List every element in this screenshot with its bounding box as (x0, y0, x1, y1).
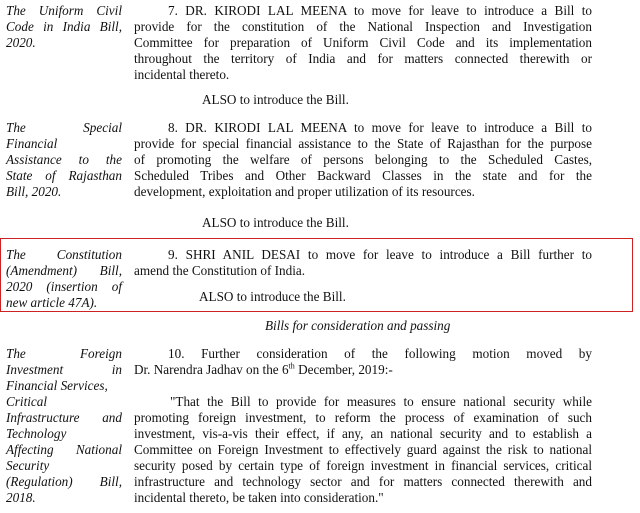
side-title-line: Affecting National (6, 442, 122, 457)
side-title-line: Critical (6, 394, 48, 409)
side-title-line: Investment in (6, 362, 122, 377)
side-title-line: Financial Services, (6, 378, 108, 393)
item-7-body (134, 3, 592, 83)
section-heading: Bills for consideration and passing (265, 318, 451, 333)
item-8-body (134, 120, 592, 200)
body-line (134, 362, 592, 378)
quote-line: "That the Bill to provide for measures to ensure national security while (170, 394, 592, 409)
body-line: Committee for preparation of Uniform Civil Code and its implementation (134, 35, 592, 50)
side-title-line: 2020 (insertion of (6, 279, 122, 294)
side-title-line: The Constitution (6, 247, 122, 262)
quote-line: Committee on Foreign Investment to effectively guard against the risk to national (134, 442, 592, 457)
quote-line: investment, vis-a-vis their effect, if any, an national security and to establish a (134, 426, 592, 441)
side-title-line: The Special (6, 120, 122, 135)
item-7-also: ALSO to introduce the Bill. (202, 92, 349, 107)
side-title-line: (Regulation) Bill, (6, 474, 122, 489)
side-title-constitution-amendment (6, 247, 122, 311)
body-line: 8. DR. KIRODI LAL MEENA to move for leave to introduce a Bill to (168, 120, 592, 135)
side-title-rajasthan-assistance (6, 120, 122, 200)
side-title-line: Financial (6, 136, 58, 151)
body-line: of promoting the welfare of persons belonging to the Scheduled Castes, (134, 152, 592, 167)
side-title-line: (Amendment) Bill, (6, 263, 122, 278)
side-title-line: new article 47A). (6, 295, 98, 310)
side-title-line: The Uniform Civil (6, 3, 122, 18)
body-line: 10. Further consideration of the following motion moved by (168, 346, 592, 361)
body-line: provide for special financial assistance to the State of Rajasthan for the purpose (134, 136, 592, 151)
side-title-line: 2018. (6, 490, 36, 505)
side-title-line: Code in India Bill, (6, 19, 122, 34)
side-title-uniform-civil-code (6, 3, 122, 51)
quote-line: infrastructure and technology sector and for matters connected therewith and (134, 474, 592, 489)
body-line: 7. DR. KIRODI LAL MEENA to move for leave to introduce a Bill to (168, 3, 592, 18)
body-line: incidental thereto. (134, 67, 230, 82)
quote-line: incidental thereto, be taken into consideration." (134, 490, 384, 505)
item-8-also: ALSO to introduce the Bill. (202, 215, 349, 230)
mover-suffix: December, 2019:- (294, 362, 393, 377)
body-line: provide for the constitution of the National Inspection and Investigation (134, 19, 592, 34)
side-title-line: The Foreign (6, 346, 122, 361)
side-title-line: Assistance to the (6, 152, 122, 167)
body-line: 9. SHRI ANIL DESAI to move for leave to introduce a Bill further to (168, 247, 592, 262)
quote-line: promoting foreign investment, to reform the process of examination of such (134, 410, 592, 425)
side-title-line: 2020. (6, 35, 36, 50)
side-title-line: Technology (6, 426, 67, 441)
mover-prefix: Dr. Narendra Jadhav on the 6 (134, 362, 289, 377)
side-title-line: Bill, 2020. (6, 184, 62, 199)
body-line: Scheduled Tribes and Other Backward Classes in the state and for the (134, 168, 592, 183)
body-line: development, exploitation and proper utilization of its resources. (134, 184, 475, 199)
body-line: amend the Constitution of India. (134, 263, 306, 278)
side-title-foreign-investment (6, 346, 122, 506)
side-title-line: State of Rajasthan (6, 168, 122, 183)
side-title-line: Infrastructure and (6, 410, 122, 425)
body-line: throughout the territory of India and for matters connected therewith or (134, 51, 592, 66)
side-title-line: Security (6, 458, 50, 473)
item-10-body (134, 346, 592, 378)
item-9-also: ALSO to introduce the Bill. (199, 289, 346, 304)
date-suffix-sup: th (288, 361, 295, 371)
item-10-quote (134, 394, 592, 506)
quote-line: security posed by certain type of foreign investment in financial services, critical (134, 458, 592, 473)
item-9-body (134, 247, 592, 279)
